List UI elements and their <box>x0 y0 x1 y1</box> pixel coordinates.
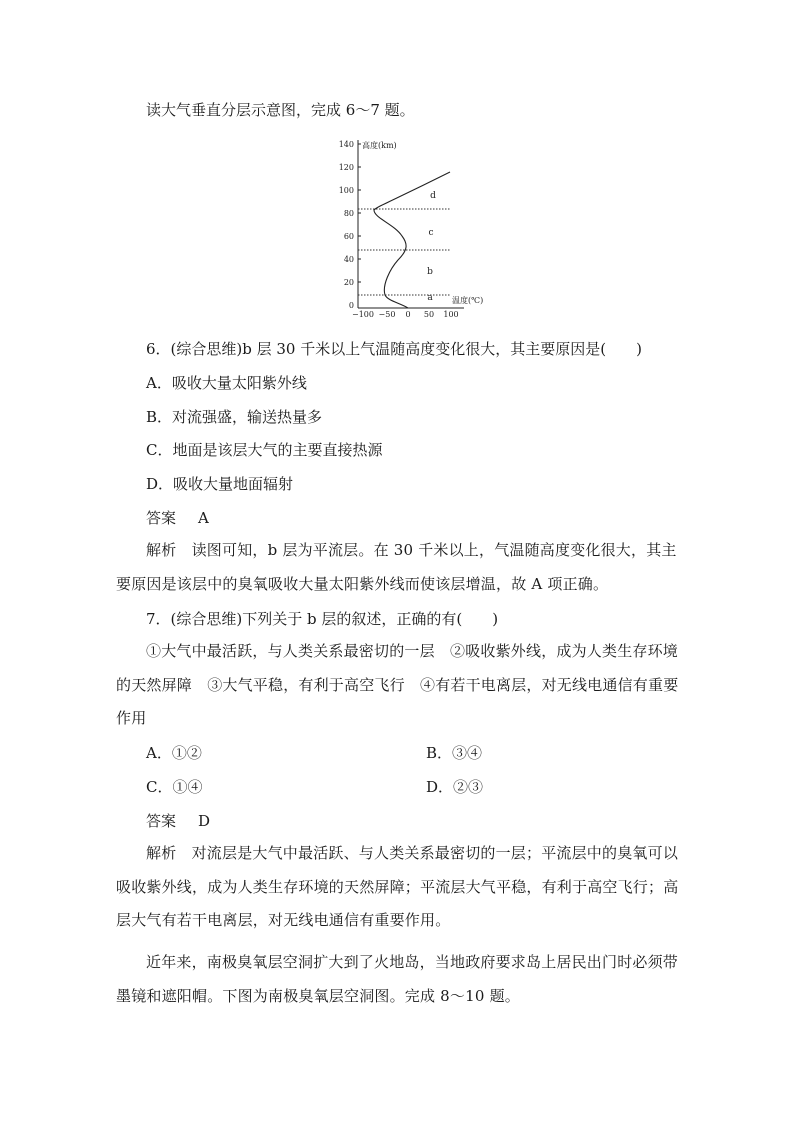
layer-label-b: b <box>427 267 433 277</box>
x-tick: −100 <box>352 310 374 319</box>
y-tick: 120 <box>338 163 354 172</box>
intro-8-10: 近年来，南极臭氧层空洞扩大到了火地岛，当地政府要求岛上居民出门时必须带墨镜和遮阳帽。下图为南极臭氧层空洞图。完成 8～10 题。 <box>116 953 679 1005</box>
q6-analysis <box>116 534 682 601</box>
q6-option-d: D．吸收大量地面辐射 <box>146 475 294 493</box>
answer-value: A <box>198 509 209 527</box>
x-tick: −50 <box>378 310 396 319</box>
q7-option-a: A．①② <box>146 744 202 762</box>
y-tick: 140 <box>338 140 354 149</box>
q6-answer <box>146 508 209 528</box>
y-tick: 100 <box>338 186 354 195</box>
temperature-curve <box>374 172 450 308</box>
q6-option-a: A．吸收大量太阳紫外线 <box>146 374 307 392</box>
analysis-label: 解析 <box>146 541 177 559</box>
q7-answer <box>146 811 210 831</box>
y-axis-label: 高度(km) <box>362 141 397 150</box>
q7-option-c: C．①④ <box>146 778 203 796</box>
q6-stem: 6．(综合思维)b 层 30 千米以上气温随高度变化很大，其主要原因是( ) <box>146 340 642 358</box>
x-ticks <box>352 310 459 319</box>
y-tick: 40 <box>343 255 354 264</box>
y-tick: 0 <box>348 301 354 310</box>
y-tick: 60 <box>343 232 354 241</box>
q7-option-b: B．③④ <box>426 744 483 762</box>
answer-label: 答案 <box>146 812 177 830</box>
x-axis-label: 温度(℃) <box>452 296 484 305</box>
analysis-label: 解析 <box>146 844 177 862</box>
x-tick: 100 <box>443 310 459 319</box>
x-tick: 50 <box>423 310 435 319</box>
analysis-text: 读图可知，b 层为平流层。在 30 千米以上，气温随高度变化很大，其主要原因是该层中的臭氧吸收大量太阳紫外线而使该层增温，故 A 项正确。 <box>116 541 677 593</box>
layer-label-d: d <box>430 191 436 201</box>
q7-option-d: D．②③ <box>426 778 484 796</box>
y-tick: 80 <box>343 209 354 218</box>
answer-label: 答案 <box>146 509 177 527</box>
y-tick: 20 <box>343 278 354 287</box>
q7-analysis <box>116 837 682 938</box>
q6-option-c: C．地面是该层大气的主要直接热源 <box>146 441 383 459</box>
q7-statements: ①大气中最活跃，与人类关系最密切的一层 ②吸收紫外线，成为人类生存环境的天然屏障 ③大气平稳，有利于高空飞行 ④有若干电离层，对无线电通信有重要作用 <box>116 642 679 727</box>
atmosphere-layers-diagram <box>330 136 484 320</box>
q7-stem: 7．(综合思维)下列关于 b 层的叙述，正确的有( ) <box>146 610 499 628</box>
layer-label-a: a <box>427 293 433 303</box>
y-ticks <box>339 140 354 310</box>
intro-6-7: 读大气垂直分层示意图，完成 6～7 题。 <box>146 101 415 119</box>
analysis-text: 对流层是大气中最活跃、与人类关系最密切的一层；平流层中的臭氧可以吸收紫外线，成为人类生存环境的天然屏障；平流层大气平稳，有利于高空飞行；高层大气有若干电离层，对无线电通信有重要作用。 <box>116 844 679 929</box>
answer-value: D <box>198 812 211 830</box>
layer-label-c: c <box>428 228 434 238</box>
x-tick: 0 <box>405 310 411 319</box>
q6-option-b: B．对流强盛，输送热量多 <box>146 408 323 426</box>
